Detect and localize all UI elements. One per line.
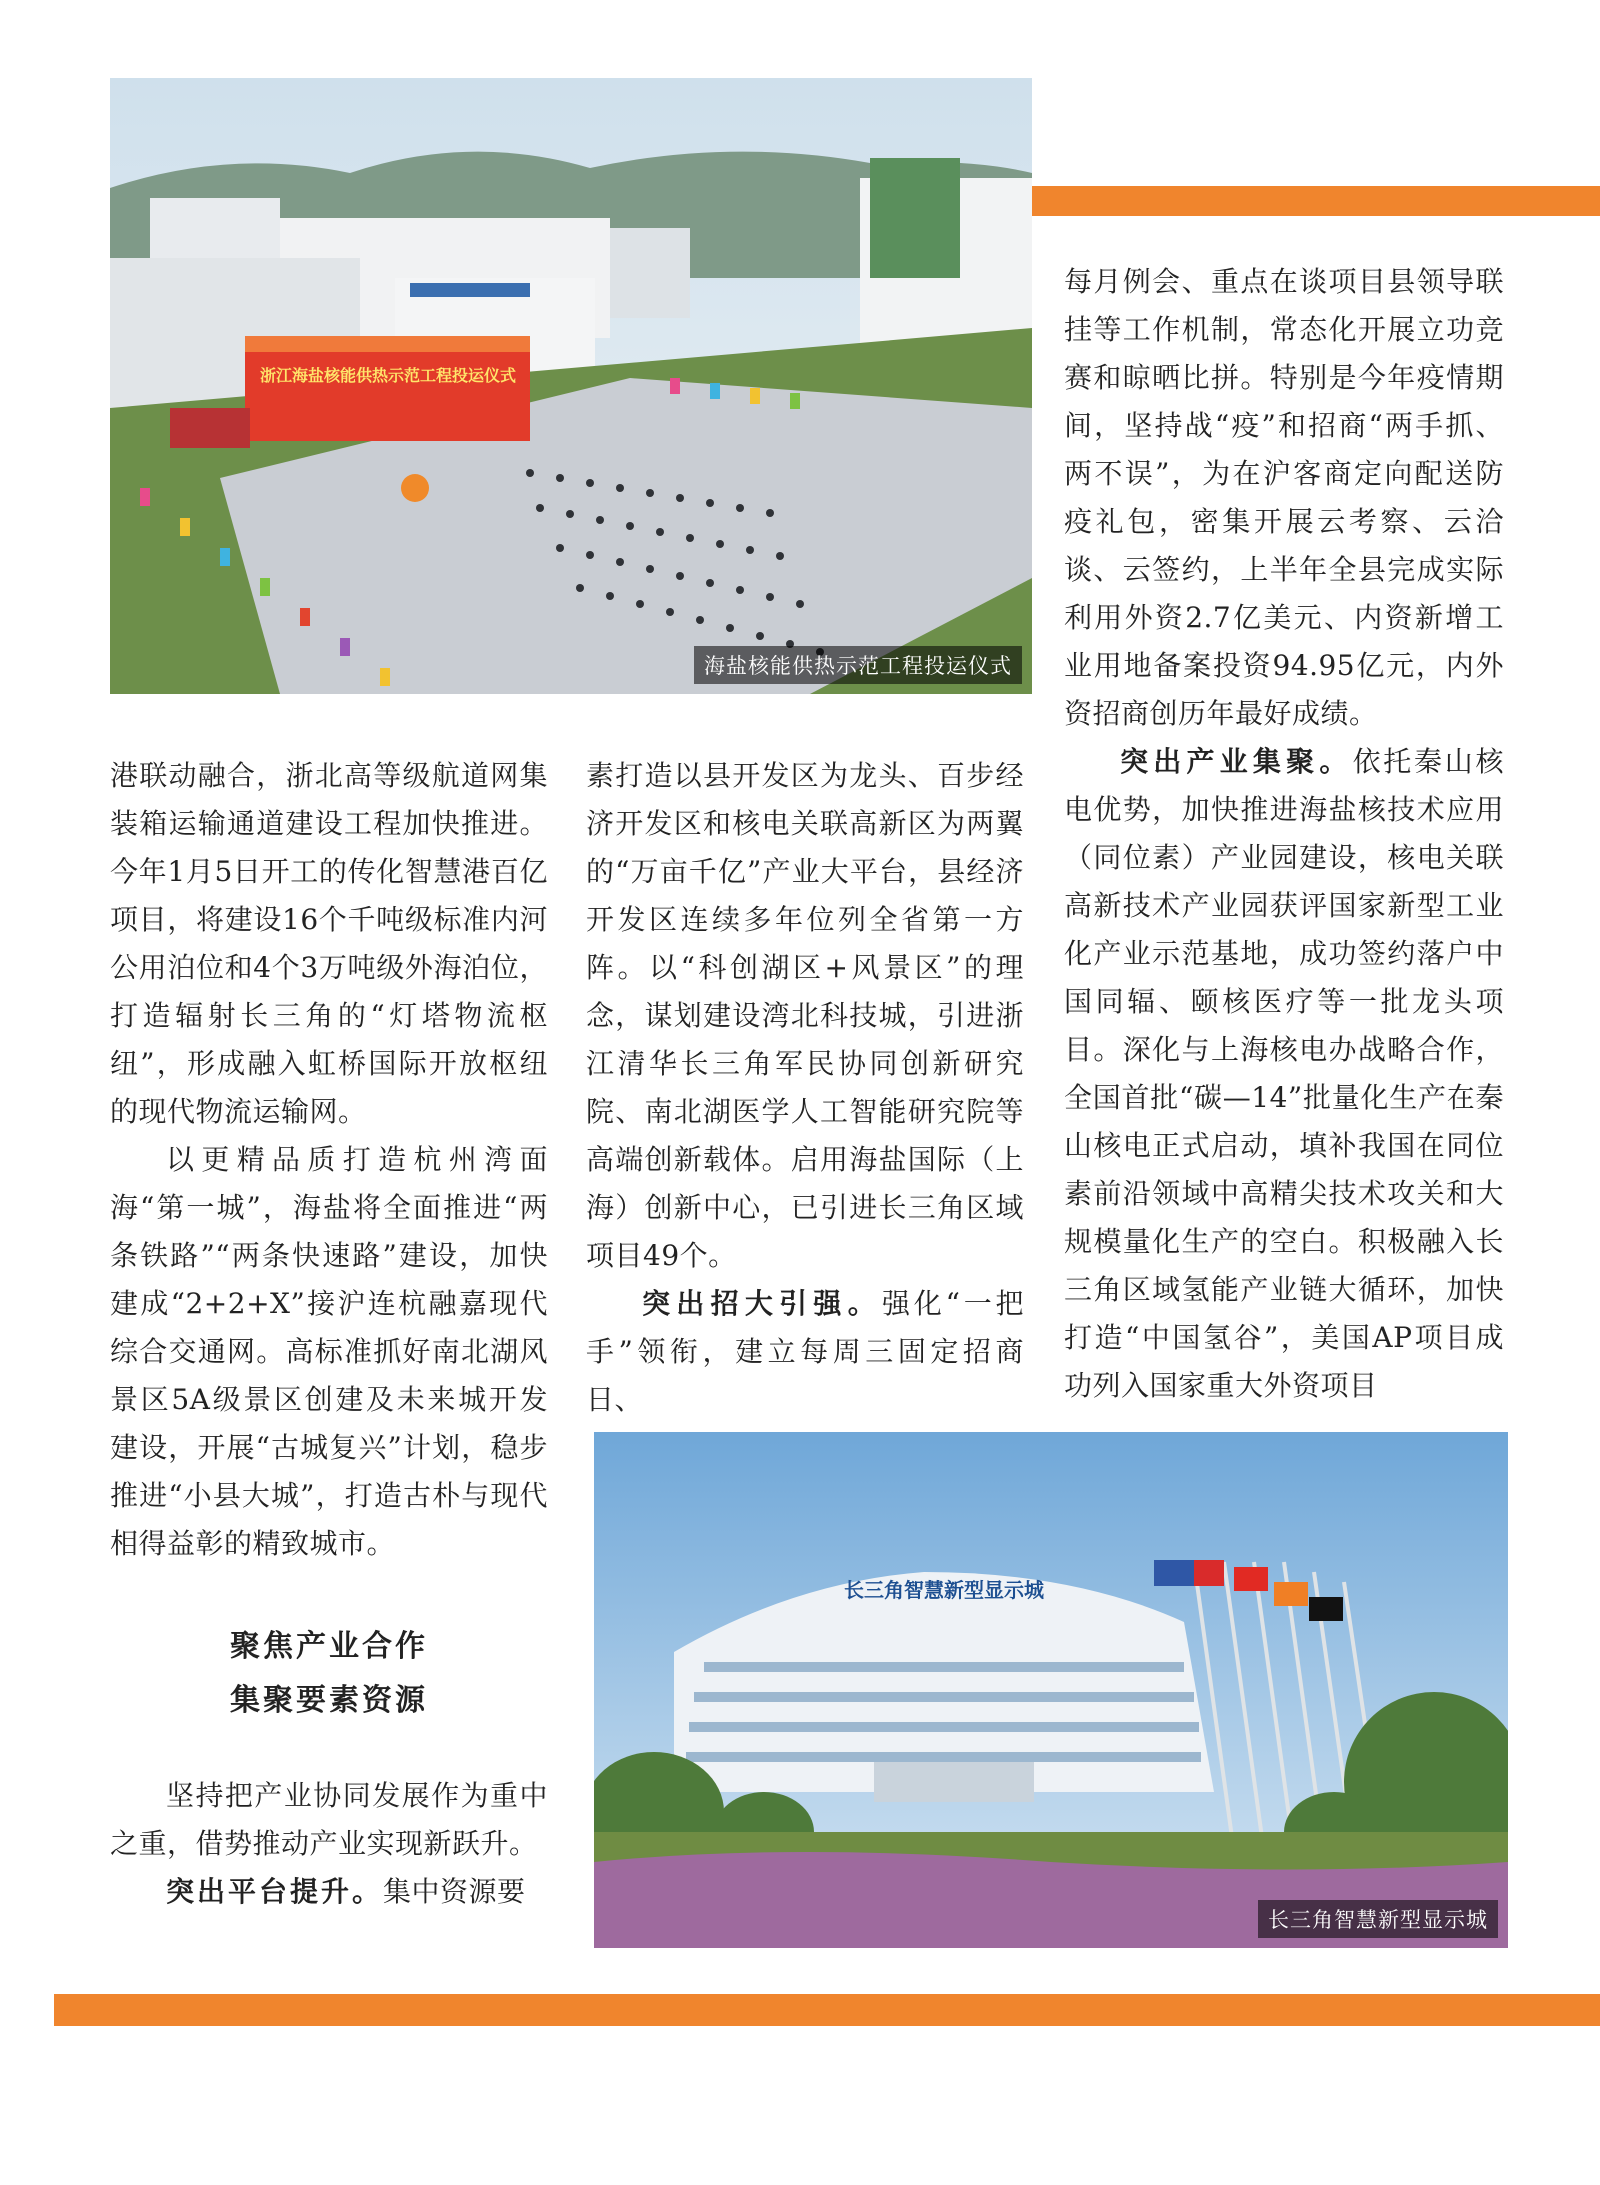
paragraph: 坚持把产业协同发展作为重中之重，借势推动产业实现新跃升。 [110, 1779, 548, 1860]
accent-bar-bottom [54, 1994, 1600, 2026]
paragraph: 每月例会、重点在谈项目县领导联挂等工作机制，常态化开展立功竞赛和晾晒比拼。特别是今年疫情期间，坚持战“疫”和招商“两手抓、两不误”，为在沪客商定向配送防疫礼包，密集开展云考察、云洽谈、云签约，上半年全县完成实际利用外资2.7亿美元、内资新增工业用地备案投资94.95亿元，内外资招商创历年最好成绩。 [1064, 265, 1504, 730]
paragraph-text: 强化“一把手”领衔，建立每周三固定招商日、 [586, 1287, 1024, 1416]
building-sign-text: 长三角智慧新型显示城 [844, 1578, 1044, 1602]
paragraph: 以更精品质打造杭州湾面海“第一城”，海盐将全面推进“两条铁路”“两条快速路”建设，加快建成“2+2+X”接沪连杭融嘉现代综合交通网。高标准抓好南北湖风景区5A级景区创建及未来城开发建设，开展“古城复兴”计划，稳步推进“小县大城”，打造古朴与现代相得益彰的精致城市。 [110, 1143, 548, 1560]
section-heading-line1: 聚焦产业合作 [230, 1629, 428, 1664]
paragraph [110, 1868, 548, 1916]
lead-phrase: 突出平台提升。 [166, 1875, 384, 1908]
paragraph-text: 集中资源要 [383, 1875, 526, 1908]
lead-phrase: 突出招大引强。 [642, 1287, 883, 1320]
paragraph: 素打造以县开发区为龙头、百步经济开发区和核电关联高新区为两翼的“万亩千亿”产业大平台，县经济开发区连续多年位列全省第一方阵。以“科创湖区+风景区”的理念，谋划建设湾北科技城，引进浙江清华长三角军民协同创新研究院、南北湖医学人工智能研究院等高端创新载体。启用海盐国际（上海）创新中心，已引进长三角区域项目49个。 [586, 759, 1024, 1272]
paragraph [586, 1280, 1024, 1424]
text-column-middle [586, 752, 1024, 1424]
photo-nuclear-heating-ceremony [110, 78, 1032, 694]
photo-display-city [594, 1432, 1508, 1948]
photo-caption-top: 海盐核能供热示范工程投运仪式 [694, 646, 1022, 684]
text-column-right [1064, 258, 1504, 1410]
paragraph [1064, 738, 1504, 1410]
text-column-left [110, 752, 548, 1916]
paragraph-text: 依托秦山核电优势，加快推进海盐核技术应用（同位素）产业园建设，核电关联高新技术产业园获评国家新型工业化产业示范基地，成功签约落户中国同辐、颐核医疗等一批龙头项目。深化与上海核电办战略合作，全国首批“碳—14”批量化生产在秦山核电正式启动，填补我国在同位素前沿领域中高精尖技术攻关和大规模量化生产的空白。积极融入长三角区域氢能产业链大循环，加快打造“中国氢谷”，美国AP项目成功列入国家重大外资项目 [1064, 745, 1504, 1402]
photo-caption-bottom: 长三角智慧新型显示城 [1258, 1900, 1498, 1938]
paragraph: 港联动融合，浙北高等级航道网集装箱运输通道建设工程加快推进。今年1月5日开工的传化智慧港百亿项目，将建设16个千吨级标准内河公用泊位和4个3万吨级外海泊位，打造辐射长三角的“灯塔物流枢纽”，形成融入虹桥国际开放枢纽的现代物流运输网。 [110, 759, 548, 1128]
lead-phrase: 突出产业集聚。 [1120, 745, 1353, 778]
section-heading-line2: 集聚要素资源 [230, 1683, 428, 1718]
stage-banner-text: 浙江海盐核能供热示范工程投运仪式 [259, 366, 517, 385]
accent-bar-top [1032, 186, 1600, 216]
